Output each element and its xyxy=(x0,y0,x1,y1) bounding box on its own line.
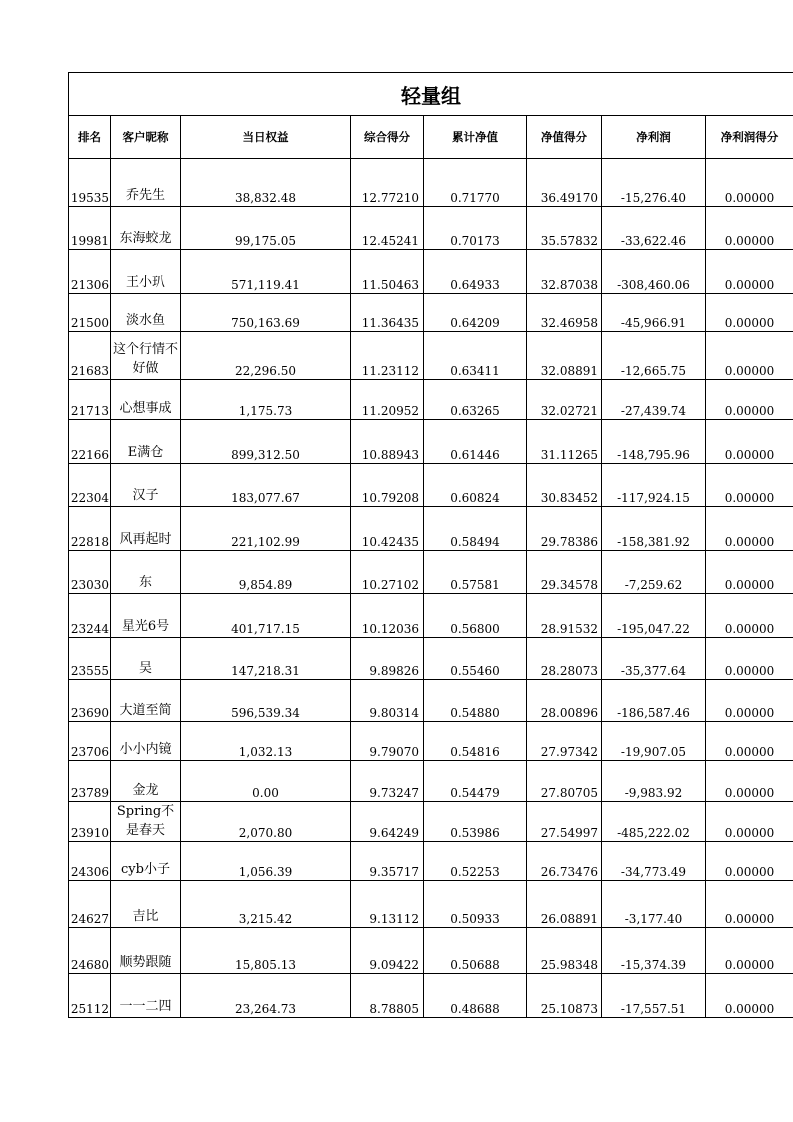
cell-nickname: 小小内镜 xyxy=(111,722,181,761)
table-row xyxy=(69,594,793,638)
cell-rank: 23789 xyxy=(69,761,111,802)
cell-profit: -195,047.22 xyxy=(602,594,706,638)
cell-nickname: E满仓 xyxy=(111,420,181,464)
cell-nav: 0.63265 xyxy=(424,380,527,420)
cell-nav: 0.63411 xyxy=(424,332,527,380)
cell-profit-score: 0.00000 xyxy=(706,294,793,332)
cell-equity: 3,215.42 xyxy=(181,881,351,928)
cell-profit-score: 0.00000 xyxy=(706,974,793,1018)
table-row xyxy=(69,250,793,294)
cell-profit: -15,374.39 xyxy=(602,928,706,974)
cell-profit: -19,907.05 xyxy=(602,722,706,761)
cell-profit: -117,924.15 xyxy=(602,464,706,507)
cell-nickname: 顺势跟随 xyxy=(111,928,181,974)
cell-nav: 0.48688 xyxy=(424,974,527,1018)
cell-nav: 0.53986 xyxy=(424,802,527,842)
cell-equity: 0.00 xyxy=(181,761,351,802)
cell-nickname: 金龙 xyxy=(111,761,181,802)
cell-equity: 1,175.73 xyxy=(181,380,351,420)
cell-rank: 23555 xyxy=(69,638,111,680)
cell-score: 9.09422 xyxy=(351,928,424,974)
cell-score: 9.35717 xyxy=(351,842,424,881)
cell-rank: 21713 xyxy=(69,380,111,420)
cell-profit-score: 0.00000 xyxy=(706,420,793,464)
cell-nav-score: 28.28073 xyxy=(527,638,602,680)
cell-nav: 0.71770 xyxy=(424,159,527,207)
table-row xyxy=(69,881,793,928)
cell-nav: 0.54816 xyxy=(424,722,527,761)
cell-equity: 38,832.48 xyxy=(181,159,351,207)
cell-profit-score: 0.00000 xyxy=(706,551,793,594)
cell-rank: 21500 xyxy=(69,294,111,332)
cell-nickname: 汉子 xyxy=(111,464,181,507)
table-row xyxy=(69,159,793,207)
cell-rank: 24627 xyxy=(69,881,111,928)
cell-nickname: 东海蛟龙 xyxy=(111,207,181,250)
cell-equity: 22,296.50 xyxy=(181,332,351,380)
cell-profit: -45,966.91 xyxy=(602,294,706,332)
cell-profit-score: 0.00000 xyxy=(706,332,793,380)
table-row xyxy=(69,294,793,332)
table-row xyxy=(69,928,793,974)
cell-nav: 0.60824 xyxy=(424,464,527,507)
cell-rank: 19535 xyxy=(69,159,111,207)
cell-nav-score: 35.57832 xyxy=(527,207,602,250)
cell-profit: -148,795.96 xyxy=(602,420,706,464)
cell-profit-score: 0.00000 xyxy=(706,380,793,420)
cell-nav-score: 28.91532 xyxy=(527,594,602,638)
cell-nav: 0.58494 xyxy=(424,507,527,551)
cell-profit-score: 0.00000 xyxy=(706,680,793,722)
header-nickname: 客户昵称 xyxy=(111,116,181,159)
cell-equity: 9,854.89 xyxy=(181,551,351,594)
cell-nav-score: 32.02721 xyxy=(527,380,602,420)
cell-nav-score: 27.54997 xyxy=(527,802,602,842)
cell-nav-score: 25.10873 xyxy=(527,974,602,1018)
table-row xyxy=(69,380,793,420)
cell-rank: 21683 xyxy=(69,332,111,380)
cell-score: 9.73247 xyxy=(351,761,424,802)
cell-equity: 1,032.13 xyxy=(181,722,351,761)
cell-score: 10.42435 xyxy=(351,507,424,551)
cell-score: 12.77210 xyxy=(351,159,424,207)
cell-score: 11.50463 xyxy=(351,250,424,294)
cell-score: 11.36435 xyxy=(351,294,424,332)
cell-score: 8.78805 xyxy=(351,974,424,1018)
cell-rank: 25112 xyxy=(69,974,111,1018)
cell-equity: 596,539.34 xyxy=(181,680,351,722)
cell-nickname: 一一二四 xyxy=(111,974,181,1018)
cell-score: 10.27102 xyxy=(351,551,424,594)
cell-equity: 401,717.15 xyxy=(181,594,351,638)
cell-profit-score: 0.00000 xyxy=(706,881,793,928)
cell-profit: -9,983.92 xyxy=(602,761,706,802)
cell-nav-score: 32.87038 xyxy=(527,250,602,294)
cell-profit: -33,622.46 xyxy=(602,207,706,250)
cell-nav: 0.55460 xyxy=(424,638,527,680)
table-row xyxy=(69,761,793,802)
cell-nav-score: 31.11265 xyxy=(527,420,602,464)
header-equity: 当日权益 xyxy=(181,116,351,159)
cell-nickname: 吉比 xyxy=(111,881,181,928)
header-score: 综合得分 xyxy=(351,116,424,159)
cell-profit: -308,460.06 xyxy=(602,250,706,294)
cell-nickname: 乔先生 xyxy=(111,159,181,207)
cell-rank: 23030 xyxy=(69,551,111,594)
header-profit: 净利润 xyxy=(602,116,706,159)
cell-rank: 19981 xyxy=(69,207,111,250)
cell-score: 9.89826 xyxy=(351,638,424,680)
cell-equity: 15,805.13 xyxy=(181,928,351,974)
cell-profit-score: 0.00000 xyxy=(706,594,793,638)
cell-profit-score: 0.00000 xyxy=(706,722,793,761)
cell-profit-score: 0.00000 xyxy=(706,842,793,881)
cell-equity: 183,077.67 xyxy=(181,464,351,507)
cell-nav-score: 26.08891 xyxy=(527,881,602,928)
cell-score: 9.79070 xyxy=(351,722,424,761)
table-row xyxy=(69,551,793,594)
header-row xyxy=(69,116,793,159)
cell-nav-score: 29.78386 xyxy=(527,507,602,551)
ranking-table xyxy=(68,72,793,1018)
cell-nav-score: 32.46958 xyxy=(527,294,602,332)
cell-profit: -17,557.51 xyxy=(602,974,706,1018)
cell-nav-score: 32.08891 xyxy=(527,332,602,380)
cell-nav-score: 25.98348 xyxy=(527,928,602,974)
cell-score: 9.13112 xyxy=(351,881,424,928)
cell-nav: 0.50933 xyxy=(424,881,527,928)
cell-nav: 0.64209 xyxy=(424,294,527,332)
cell-nickname: 风再起时 xyxy=(111,507,181,551)
cell-equity: 221,102.99 xyxy=(181,507,351,551)
header-nav: 累计净值 xyxy=(424,116,527,159)
cell-profit-score: 0.00000 xyxy=(706,250,793,294)
cell-equity: 1,056.39 xyxy=(181,842,351,881)
cell-profit-score: 0.00000 xyxy=(706,507,793,551)
cell-profit: -27,439.74 xyxy=(602,380,706,420)
cell-score: 11.23112 xyxy=(351,332,424,380)
cell-nickname: 王小玐 xyxy=(111,250,181,294)
header-nav-score: 净值得分 xyxy=(527,116,602,159)
cell-rank: 22166 xyxy=(69,420,111,464)
cell-profit-score: 0.00000 xyxy=(706,159,793,207)
cell-nav: 0.52253 xyxy=(424,842,527,881)
cell-score: 11.20952 xyxy=(351,380,424,420)
cell-profit-score: 0.00000 xyxy=(706,928,793,974)
cell-nav-score: 28.00896 xyxy=(527,680,602,722)
cell-nav: 0.50688 xyxy=(424,928,527,974)
cell-score: 10.88943 xyxy=(351,420,424,464)
cell-profit: -485,222.02 xyxy=(602,802,706,842)
cell-nickname: 星光6号 xyxy=(111,594,181,638)
table-row xyxy=(69,207,793,250)
cell-nav: 0.54880 xyxy=(424,680,527,722)
header-rank: 排名 xyxy=(69,116,111,159)
cell-profit-score: 0.00000 xyxy=(706,802,793,842)
cell-nav-score: 36.49170 xyxy=(527,159,602,207)
table-row xyxy=(69,507,793,551)
cell-profit-score: 0.00000 xyxy=(706,761,793,802)
cell-score: 10.12036 xyxy=(351,594,424,638)
cell-profit: -15,276.40 xyxy=(602,159,706,207)
cell-equity: 571,119.41 xyxy=(181,250,351,294)
cell-rank: 24306 xyxy=(69,842,111,881)
cell-nav-score: 30.83452 xyxy=(527,464,602,507)
table-row xyxy=(69,332,793,380)
header-profit-score: 净利润得分 xyxy=(706,116,793,159)
cell-nav: 0.70173 xyxy=(424,207,527,250)
cell-rank: 21306 xyxy=(69,250,111,294)
cell-nickname: Spring不是春天 xyxy=(111,802,181,842)
cell-profit-score: 0.00000 xyxy=(706,464,793,507)
cell-profit: -3,177.40 xyxy=(602,881,706,928)
cell-nav-score: 29.34578 xyxy=(527,551,602,594)
cell-nickname: 吴 xyxy=(111,638,181,680)
cell-equity: 750,163.69 xyxy=(181,294,351,332)
cell-nickname: 心想事成 xyxy=(111,380,181,420)
cell-nickname: 东 xyxy=(111,551,181,594)
table-row xyxy=(69,722,793,761)
table-row xyxy=(69,842,793,881)
cell-rank: 23244 xyxy=(69,594,111,638)
cell-equity: 899,312.50 xyxy=(181,420,351,464)
cell-profit: -12,665.75 xyxy=(602,332,706,380)
table-row xyxy=(69,464,793,507)
cell-profit: -34,773.49 xyxy=(602,842,706,881)
cell-nav: 0.54479 xyxy=(424,761,527,802)
cell-nav-score: 26.73476 xyxy=(527,842,602,881)
cell-rank: 24680 xyxy=(69,928,111,974)
cell-equity: 99,175.05 xyxy=(181,207,351,250)
cell-nickname: 大道至简 xyxy=(111,680,181,722)
cell-profit: -158,381.92 xyxy=(602,507,706,551)
cell-rank: 22304 xyxy=(69,464,111,507)
cell-profit: -186,587.46 xyxy=(602,680,706,722)
cell-profit: -35,377.64 xyxy=(602,638,706,680)
table-title: 轻量组 xyxy=(69,73,793,116)
cell-rank: 23706 xyxy=(69,722,111,761)
table-row xyxy=(69,974,793,1018)
cell-score: 10.79208 xyxy=(351,464,424,507)
cell-nav: 0.64933 xyxy=(424,250,527,294)
cell-rank: 23690 xyxy=(69,680,111,722)
table-row xyxy=(69,638,793,680)
cell-nav: 0.56800 xyxy=(424,594,527,638)
cell-profit: -7,259.62 xyxy=(602,551,706,594)
cell-nav: 0.57581 xyxy=(424,551,527,594)
cell-nickname: 淡水鱼 xyxy=(111,294,181,332)
cell-equity: 2,070.80 xyxy=(181,802,351,842)
cell-score: 9.80314 xyxy=(351,680,424,722)
cell-nav: 0.61446 xyxy=(424,420,527,464)
cell-score: 9.64249 xyxy=(351,802,424,842)
cell-score: 12.45241 xyxy=(351,207,424,250)
cell-profit-score: 0.00000 xyxy=(706,638,793,680)
cell-rank: 22818 xyxy=(69,507,111,551)
table-row xyxy=(69,802,793,842)
cell-equity: 147,218.31 xyxy=(181,638,351,680)
cell-equity: 23,264.73 xyxy=(181,974,351,1018)
cell-nickname: 这个行情不好做 xyxy=(111,332,181,380)
cell-rank: 23910 xyxy=(69,802,111,842)
cell-nav-score: 27.97342 xyxy=(527,722,602,761)
table-row xyxy=(69,420,793,464)
cell-nav-score: 27.80705 xyxy=(527,761,602,802)
table-row xyxy=(69,680,793,722)
cell-profit-score: 0.00000 xyxy=(706,207,793,250)
cell-nickname: cyb小子 xyxy=(111,842,181,881)
